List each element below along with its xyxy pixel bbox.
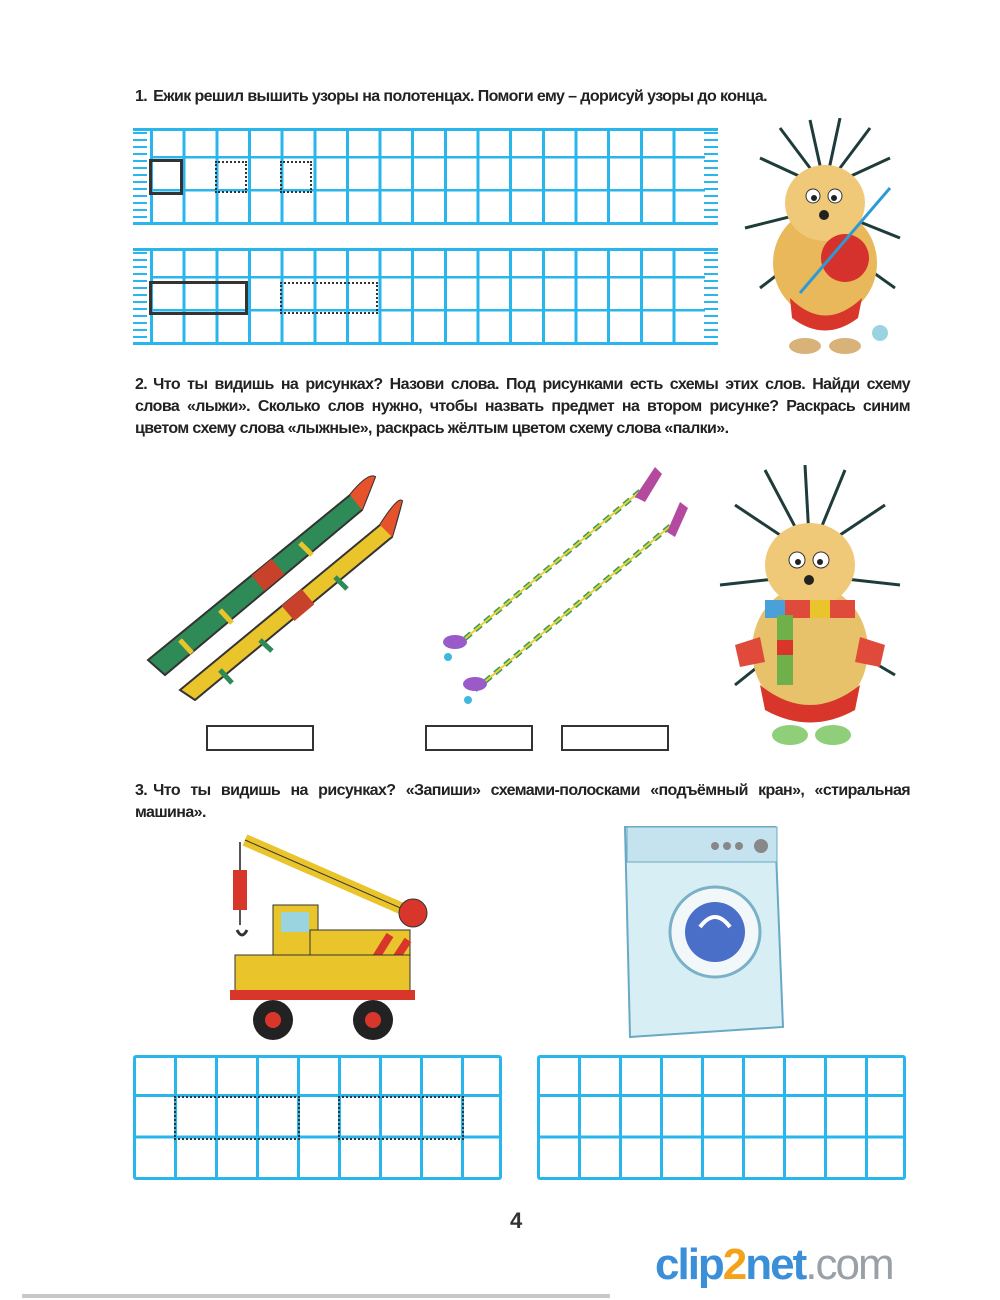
task-instruction: Ежик решил вышить узоры на полотенцах. Помоги ему – дорисуй узоры до конца. — [153, 88, 768, 105]
watermark-part: net — [745, 1240, 806, 1289]
towel-pattern-2 — [133, 248, 718, 345]
phrase-scheme-grid-washing-machine[interactable] — [537, 1055, 906, 1180]
towel-fringe-right — [704, 248, 718, 345]
pattern-dotted — [280, 282, 378, 314]
phrase-scheme-grid-crane[interactable] — [133, 1055, 502, 1180]
towel-fringe-right — [704, 128, 718, 225]
word-scheme-ski-adjective[interactable] — [425, 725, 533, 751]
hedgehog-knitting-illustration — [740, 118, 910, 358]
watermark-part: 2 — [722, 1240, 746, 1289]
washing-machine-illustration — [615, 822, 790, 1042]
task-3-text — [135, 780, 910, 824]
watermark-part: .com — [805, 1240, 893, 1289]
word-strip-dotted — [174, 1096, 300, 1140]
task-instruction: Что ты видишь на рисунках? «Запиши» схемами-полосками «подъёмный кран», «стиральная машина». — [135, 782, 910, 821]
towel-fringe-left — [133, 128, 147, 225]
task-number: 3. — [135, 782, 148, 799]
task-instruction: Что ты видишь на рисунках? Назови слова. Под рисунками есть схемы этих слов. Найди схему слова «лыжи». Сколько слов нужно, чтобы назвать предмет на втором рисунке? Раскрась синим цветом схему слова «лыжные», раскрась жёлтым цветом схему слова «палки». — [135, 376, 910, 437]
word-strip-dotted — [338, 1096, 464, 1140]
skis-illustration — [140, 465, 410, 705]
ski-poles-illustration — [430, 462, 700, 712]
crane-truck-illustration — [225, 830, 440, 1050]
pattern-dotted — [280, 161, 312, 193]
pattern-sample — [149, 159, 183, 195]
watermark-part: clip — [655, 1240, 723, 1289]
task-number: 1. — [135, 88, 148, 105]
task-2-text — [135, 374, 910, 440]
pattern-sample — [149, 281, 248, 315]
clip2net-watermark — [655, 1240, 893, 1290]
word-scheme-skis[interactable] — [206, 725, 314, 751]
page-number: 4 — [510, 1208, 523, 1233]
task-1-text — [135, 86, 925, 108]
towel-fringe-left — [133, 248, 147, 345]
task-number: 2. — [135, 376, 148, 393]
bottom-divider — [22, 1294, 610, 1298]
word-scheme-poles[interactable] — [561, 725, 669, 751]
pattern-dotted — [215, 161, 247, 193]
hedgehog-with-scarf-illustration — [715, 465, 910, 750]
towel-pattern-1 — [133, 128, 718, 225]
